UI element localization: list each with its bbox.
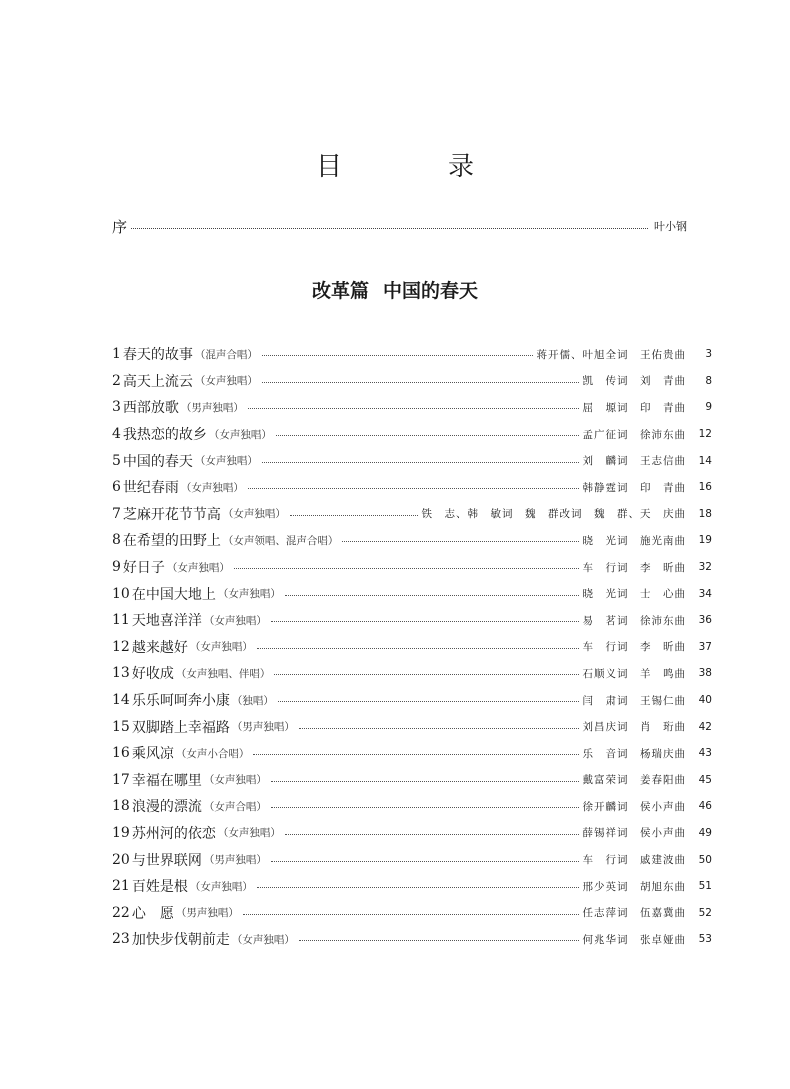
toc-entry (112, 634, 712, 661)
toc-entry (112, 820, 712, 847)
entry-note: （女声独唱） (203, 614, 267, 627)
entry-page: 16 (698, 481, 712, 494)
entry-page: 38 (698, 667, 712, 680)
entry-title: 我热恋的故乡 (122, 427, 207, 444)
preface-label: 序 (112, 217, 128, 236)
toc-entry (112, 793, 712, 820)
entry-number: 6 (112, 479, 121, 496)
entry-page: 52 (698, 906, 712, 919)
entry-title: 加快步伐朝前走 (131, 932, 230, 949)
dot-leader (262, 382, 579, 383)
section-part-label: 改革篇 (311, 280, 369, 302)
entry-page: 46 (698, 800, 712, 813)
entry-note: （女声独唱） (222, 508, 286, 521)
entry-page: 19 (698, 534, 712, 547)
entry-number: 21 (112, 878, 130, 895)
page-title: 目 录 (315, 152, 514, 182)
dot-leader (271, 861, 579, 862)
entry-note: （女声独唱） (217, 588, 281, 601)
toc-entry (112, 527, 712, 554)
section-heading (0, 276, 790, 303)
dot-leader (248, 488, 579, 489)
toc-entry (112, 899, 712, 926)
dot-leader (262, 355, 533, 356)
dot-leader (342, 541, 578, 542)
entry-number: 4 (112, 426, 121, 443)
entry-title: 好日子 (122, 560, 165, 577)
entry-number: 20 (112, 851, 130, 868)
entry-number: 1 (112, 346, 121, 363)
entry-title: 世纪春雨 (122, 480, 179, 497)
entry-page: 50 (698, 853, 712, 866)
dot-leader (262, 462, 579, 463)
entry-credit: 薛锡祥词 侯小声曲 (582, 827, 686, 840)
entry-note: （混声合唱） (194, 348, 258, 361)
entry-number: 10 (112, 585, 130, 602)
dot-leader (271, 781, 579, 782)
entry-page: 12 (698, 428, 712, 441)
entry-note: （独唱） (231, 694, 274, 707)
entry-credit: 闫 肃词 王锡仁曲 (582, 694, 686, 707)
entry-note: （女声独唱） (189, 641, 253, 654)
entry-number: 13 (112, 665, 130, 682)
section-part-title: 中国的春天 (383, 280, 479, 302)
entry-note: （女声独唱） (194, 375, 258, 388)
entry-page: 14 (698, 454, 712, 467)
toc-entry (112, 368, 712, 395)
toc-entry (112, 926, 712, 953)
entry-title: 心 愿 (131, 905, 174, 922)
dot-leader (243, 914, 579, 915)
entry-credit: 晓 光词 施光南曲 (582, 534, 686, 547)
entry-title: 在希望的田野上 (122, 533, 221, 550)
entry-credit: 凯 传词 刘 青曲 (582, 375, 686, 388)
toc-entry (112, 474, 712, 501)
entry-note: （女声独唱） (231, 933, 295, 946)
dot-leader (131, 228, 648, 229)
entry-note: （男声独唱） (203, 854, 267, 867)
entry-title: 苏州河的依恋 (131, 825, 216, 842)
toc-entry (112, 394, 712, 421)
entry-credit: 晓 光词 士 心曲 (582, 588, 686, 601)
entry-credit: 车 行词 李 昕曲 (582, 641, 686, 654)
entry-page: 43 (698, 747, 712, 760)
toc-entry (112, 580, 712, 607)
toc-entry (112, 687, 712, 714)
entry-title: 乘风凉 (131, 746, 174, 763)
toc-entry (112, 740, 712, 767)
dot-leader (253, 754, 578, 755)
entry-credit: 徐开麟词 侯小声曲 (582, 800, 686, 813)
entry-title: 春天的故事 (122, 347, 193, 364)
entry-number: 17 (112, 771, 130, 788)
dot-leader (257, 887, 579, 888)
entry-title: 浪漫的漂流 (131, 799, 202, 816)
entry-page: 42 (698, 720, 712, 733)
dot-leader (248, 408, 579, 409)
toc-entry (112, 873, 712, 900)
entry-credit: 韩静霆词 印 青曲 (582, 481, 686, 494)
preface-entry (112, 216, 687, 236)
entry-number: 23 (112, 931, 130, 948)
entry-title: 西部放歌 (122, 400, 179, 417)
entry-credit: 任志萍词 伍嘉冀曲 (582, 907, 686, 920)
entry-page: 8 (705, 374, 712, 387)
entry-credit: 孟广征词 徐沛东曲 (582, 428, 686, 441)
entry-number: 12 (112, 638, 130, 655)
entry-number: 15 (112, 718, 130, 735)
dot-leader (290, 515, 418, 516)
entry-number: 5 (112, 452, 121, 469)
entry-page: 51 (698, 880, 712, 893)
entry-credit: 何兆华词 张卓娅曲 (582, 933, 686, 946)
entry-note: （女声合唱） (203, 800, 267, 813)
entry-note: （女声领唱、混声合唱） (222, 534, 339, 547)
entry-title: 百姓是根 (131, 879, 188, 896)
entry-number: 3 (112, 399, 121, 416)
dot-leader (278, 701, 579, 702)
dot-leader (234, 568, 579, 569)
entry-title: 芝麻开花节节高 (122, 506, 221, 523)
entry-number: 8 (112, 532, 121, 549)
entry-credit: 石顺义词 羊 鸣曲 (582, 667, 686, 680)
entry-number: 22 (112, 904, 130, 921)
entry-title: 中国的春天 (122, 453, 193, 470)
entry-credit: 刘昌庆词 肖 珩曲 (582, 721, 686, 734)
entry-note: （女声独唱） (194, 455, 258, 468)
dot-leader (271, 621, 579, 622)
entry-page: 37 (698, 640, 712, 653)
toc-list (112, 341, 712, 953)
entry-page: 49 (698, 826, 712, 839)
entry-note: （女声独唱） (217, 827, 281, 840)
toc-entry (112, 660, 712, 687)
entry-credit: 车 行词 戚建波曲 (582, 854, 686, 867)
entry-title: 高天上流云 (122, 373, 193, 390)
entry-page: 36 (698, 614, 712, 627)
entry-note: （女声独唱） (166, 561, 230, 574)
entry-note: （女声独唱） (208, 428, 272, 441)
toc-entry (112, 501, 712, 528)
entry-page: 32 (698, 561, 712, 574)
entry-number: 11 (112, 612, 130, 629)
dot-leader (276, 435, 579, 436)
entry-page: 34 (698, 587, 712, 600)
entry-title: 双脚踏上幸福路 (131, 719, 230, 736)
entry-note: （女声独唱） (203, 774, 267, 787)
entry-credit: 易 茗词 徐沛东曲 (582, 614, 686, 627)
dot-leader (257, 648, 579, 649)
entry-number: 14 (112, 692, 130, 709)
toc-entry (112, 554, 712, 581)
dot-leader (274, 674, 578, 675)
entry-page: 45 (698, 773, 712, 786)
dot-leader (285, 834, 579, 835)
toc-entry (112, 341, 712, 368)
entry-note: （女声独唱、伴唱） (175, 667, 271, 680)
entry-number: 7 (112, 505, 121, 522)
entry-page: 40 (698, 694, 712, 707)
entry-note: （男声独唱） (231, 721, 295, 734)
entry-credit: 屈 塬词 印 青曲 (582, 401, 686, 414)
preface-author: 叶小钢 (654, 220, 687, 233)
toc-entry (112, 421, 712, 448)
entry-title: 好收成 (131, 666, 174, 683)
entry-page: 18 (698, 507, 712, 520)
dot-leader (271, 807, 579, 808)
entry-note: （女声独唱） (189, 880, 253, 893)
entry-page: 53 (698, 933, 712, 946)
entry-number: 19 (112, 824, 130, 841)
entry-credit: 乐 音词 杨瑞庆曲 (582, 747, 686, 760)
entry-number: 2 (112, 372, 121, 389)
toc-entry (112, 767, 712, 794)
entry-number: 18 (112, 798, 130, 815)
entry-credit: 刘 麟词 王志信曲 (582, 455, 686, 468)
dot-leader (299, 940, 579, 941)
entry-number: 16 (112, 745, 130, 762)
toc-entry (112, 607, 712, 634)
entry-page: 9 (705, 401, 712, 414)
entry-note: （女声独唱） (180, 481, 244, 494)
toc-entry (112, 447, 712, 474)
entry-title: 乐乐呵呵奔小康 (131, 693, 230, 710)
entry-credit: 邢少英词 胡旭东曲 (582, 880, 686, 893)
entry-note: （女声小合唱） (175, 747, 250, 760)
entry-note: （男声独唱） (180, 401, 244, 414)
entry-title: 在中国大地上 (131, 586, 216, 603)
entry-title: 天地喜洋洋 (131, 613, 202, 630)
entry-credit: 戴富荣词 姜春阳曲 (582, 774, 686, 787)
entry-note: （男声独唱） (175, 907, 239, 920)
entry-page: 3 (705, 348, 712, 361)
entry-credit: 车 行词 李 昕曲 (582, 561, 686, 574)
entry-credit: 蒋开儒、叶旭全词 王佑贵曲 (536, 348, 686, 361)
toc-entry (112, 713, 712, 740)
entry-title: 与世界联网 (131, 852, 202, 869)
entry-number: 9 (112, 559, 121, 576)
entry-credit: 铁 志、韩 敏词 魏 群改词 魏 群、天 庆曲 (421, 508, 686, 521)
entry-title: 幸福在哪里 (131, 772, 202, 789)
dot-leader (285, 595, 579, 596)
toc-entry (112, 846, 712, 873)
dot-leader (299, 728, 579, 729)
entry-title: 越来越好 (131, 639, 188, 656)
